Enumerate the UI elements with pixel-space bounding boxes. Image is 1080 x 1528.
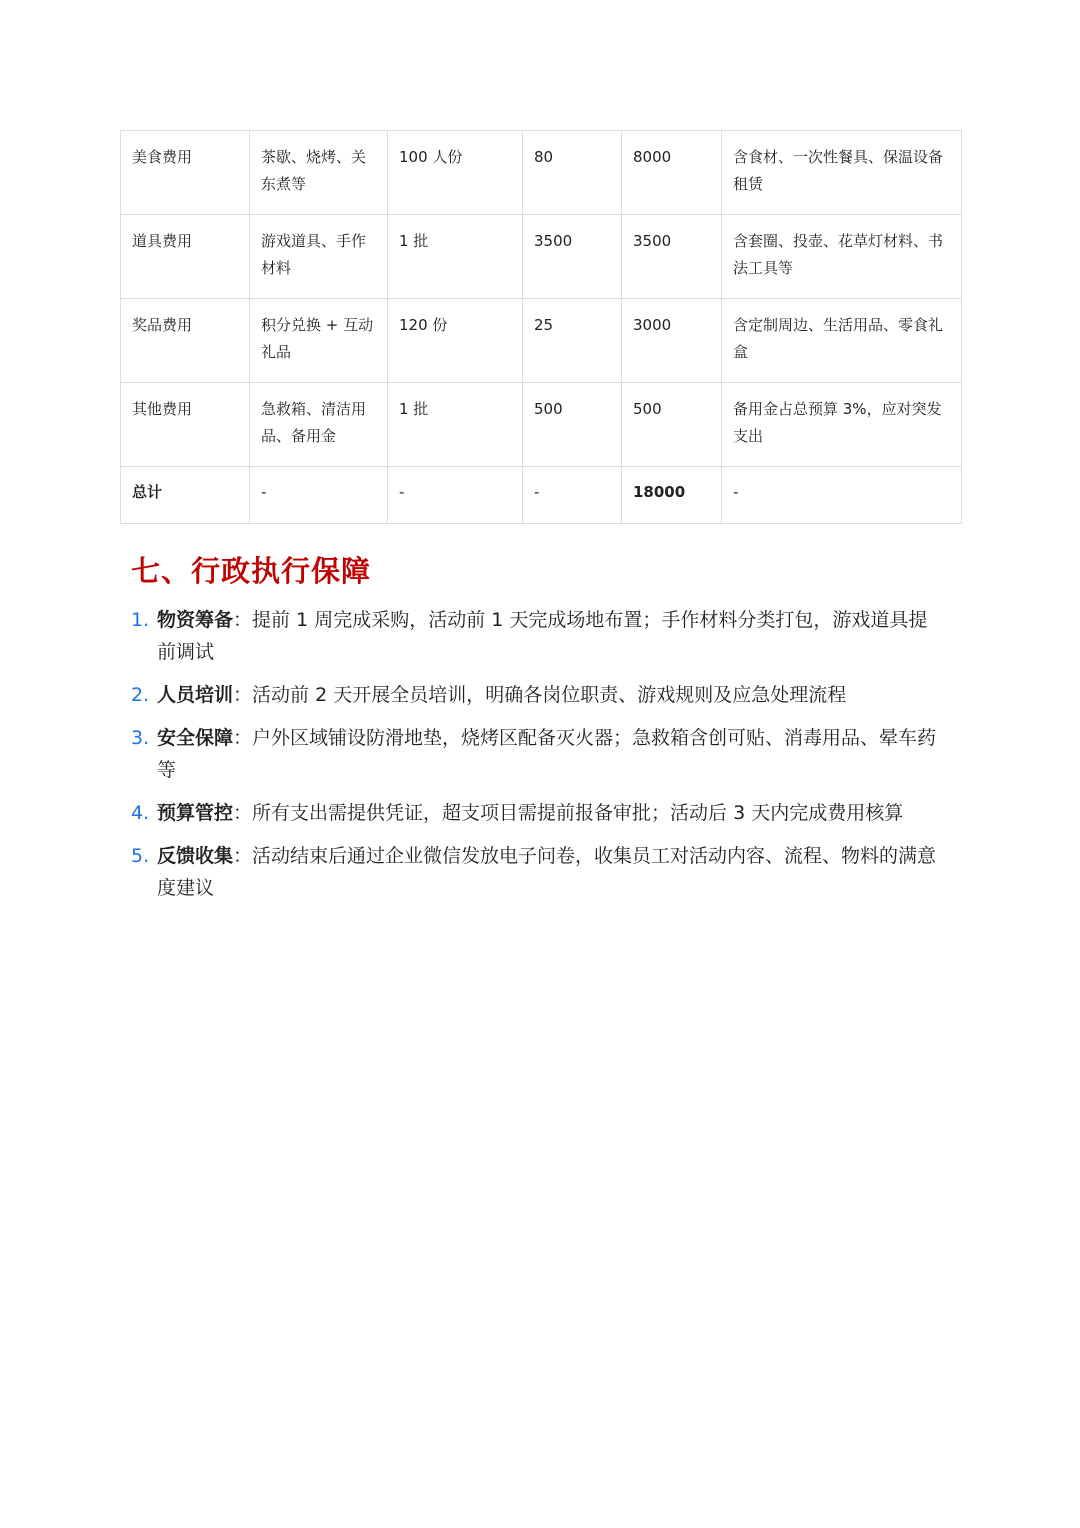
cell-quantity: - (388, 467, 523, 524)
list-separator: ： (233, 609, 253, 631)
total-amount: 18000 (622, 467, 722, 524)
list-text: 所有支出需提供凭证，超支项目需提前报备审批；活动后 3 天内完成费用核算 (252, 802, 904, 824)
list-text: 活动结束后通过企业微信发放电子问卷，收集员工对活动内容、流程、物料的满意度建议 (157, 845, 937, 899)
cell-quantity: 1 批 (388, 215, 523, 299)
cell-unit-price: 80 (523, 131, 622, 215)
list-item (131, 604, 946, 668)
cell-note: 备用金占总预算 3%，应对突发支出 (722, 383, 962, 467)
list-text: 户外区域铺设防滑地垫，烧烤区配备灭火器；急救箱含创可贴、消毒用品、晕车药等 (157, 727, 937, 781)
list-term: 预算管控 (157, 802, 234, 824)
cell-content: - (250, 467, 388, 524)
table-row (121, 131, 962, 215)
cell-note: 含套圈、投壶、花草灯材料、书法工具等 (722, 215, 962, 299)
list-number: 4. (131, 802, 150, 824)
list-text: 活动前 2 天开展全员培训，明确各岗位职责、游戏规则及应急处理流程 (252, 684, 847, 706)
list-term: 人员培训 (157, 684, 234, 706)
table-total-row (121, 467, 962, 524)
list-item (131, 797, 946, 829)
table-row (121, 299, 962, 383)
list-number: 5. (131, 845, 150, 867)
list-separator: ： (233, 802, 253, 824)
cell-unit-price: - (523, 467, 622, 524)
list-term: 反馈收集 (157, 845, 234, 867)
cell-unit-price: 500 (523, 383, 622, 467)
cell-note: 含定制周边、生活用品、零食礼盒 (722, 299, 962, 383)
cell-unit-price: 25 (523, 299, 622, 383)
list-term: 安全保障 (157, 727, 234, 749)
cell-item: 美食费用 (121, 131, 250, 215)
list-item (131, 722, 946, 786)
cell-content: 积分兑换 + 互动礼品 (250, 299, 388, 383)
table-row (121, 383, 962, 467)
list-text: 提前 1 周完成采购，活动前 1 天完成场地布置；手作材料分类打包，游戏道具提前调试 (157, 609, 928, 663)
list-term: 物资筹备 (157, 609, 234, 631)
cell-unit-price: 3500 (523, 215, 622, 299)
cell-content: 游戏道具、手作材料 (250, 215, 388, 299)
cell-content: 茶歇、烧烤、关东煮等 (250, 131, 388, 215)
list-separator: ： (233, 727, 253, 749)
cell-subtotal: 3500 (622, 215, 722, 299)
budget-table (120, 130, 962, 524)
cell-subtotal: 500 (622, 383, 722, 467)
cell-note: - (722, 467, 962, 524)
list-number: 3. (131, 727, 150, 749)
cell-item: 道具费用 (121, 215, 250, 299)
list-separator: ： (233, 684, 253, 706)
cell-subtotal: 3000 (622, 299, 722, 383)
list-number: 2. (131, 684, 150, 706)
list-separator: ： (233, 845, 253, 867)
list-item (131, 840, 946, 904)
cell-subtotal: 8000 (622, 131, 722, 215)
cell-item: 奖品费用 (121, 299, 250, 383)
guarantee-list (131, 604, 946, 915)
cell-item: 其他费用 (121, 383, 250, 467)
table-row (121, 215, 962, 299)
total-label: 总计 (121, 467, 250, 524)
section-heading: 七、行政执行保障 (131, 554, 372, 588)
cell-note: 含食材、一次性餐具、保温设备租赁 (722, 131, 962, 215)
list-item (131, 679, 946, 711)
cell-quantity: 120 份 (388, 299, 523, 383)
cell-content: 急救箱、清洁用品、备用金 (250, 383, 388, 467)
cell-quantity: 100 人份 (388, 131, 523, 215)
cell-quantity: 1 批 (388, 383, 523, 467)
list-number: 1. (131, 609, 150, 631)
